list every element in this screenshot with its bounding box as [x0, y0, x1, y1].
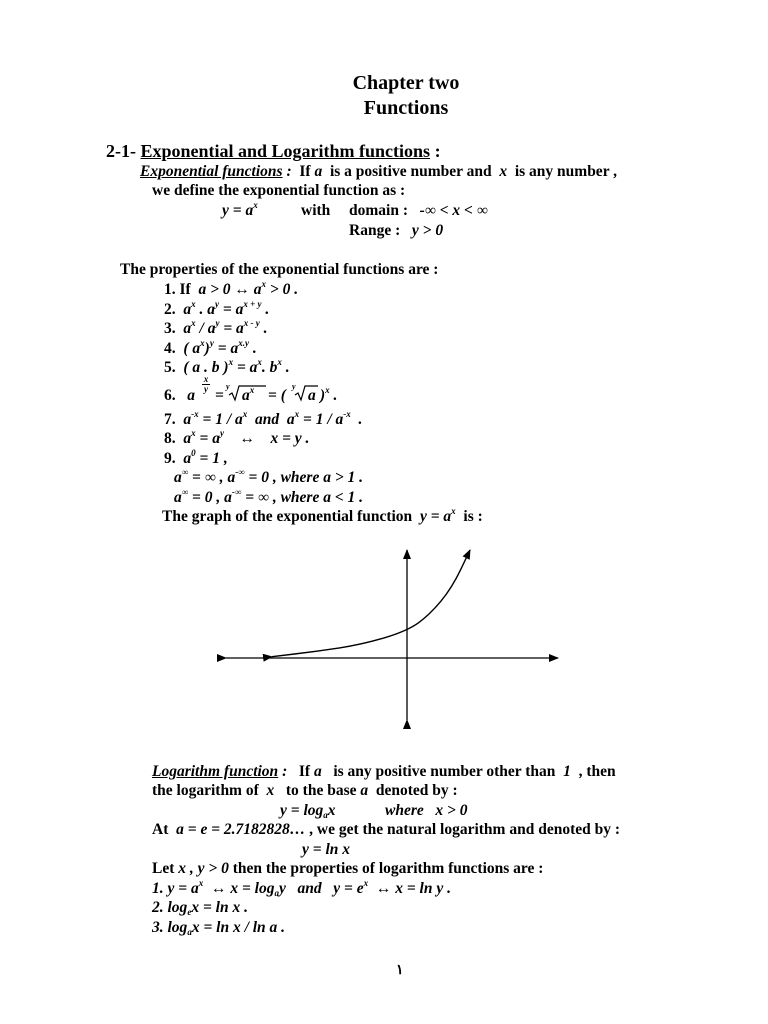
radical-sign-icon — [294, 384, 320, 402]
log-intro-line: Logarithm function : If a is any positive number other than 1 , then — [152, 763, 616, 780]
domain-label: domain : — [349, 202, 408, 219]
prop-5: 5. ( a . b )$^x = a^x$. $b^x$ . — [164, 357, 290, 376]
prop-7: 7. $a^{-x} = 1 / a^x$ and $a^x = 1 / a^{-x}$ . — [164, 409, 363, 428]
prop-2: 2. $a^x$ . $a^y = a^{x + y}$ . — [164, 299, 270, 318]
log-prop-1: 1. $y = a^x$ ↔ $x = \log_ay$ and $y = e^x$ ↔ x = ln y . — [152, 878, 451, 898]
prop-1: 1. If a > 0 ↔ $a^x > 0$ . — [164, 279, 299, 298]
exp-define-line: we define the exponential function as : — [152, 182, 406, 199]
exp-domain — [349, 202, 488, 220]
log-where: where x > 0 — [385, 802, 468, 819]
prop-9: 9. $a^0 = 1$ , — [164, 448, 228, 467]
section-number: 2-1- — [106, 141, 136, 161]
exp-intro-any: is any number , — [514, 163, 618, 180]
prop-6-root-index-2: y — [292, 382, 296, 391]
exp-intro-line: Exponential functions : If a is a positive number and x is any number , — [140, 163, 618, 180]
section-heading — [106, 142, 441, 160]
exponential-graph — [216, 540, 576, 730]
prop-6-close: )$^x$ . — [320, 385, 338, 404]
prop-6-root-index-1: y — [226, 382, 230, 391]
exp-properties-heading: The properties of the exponential functions are : — [120, 261, 439, 278]
prop-6-radicand-1: $a^x$ — [242, 385, 255, 404]
page-title: Functions — [363, 97, 449, 119]
var-x: x — [499, 163, 508, 180]
exp-formula-line — [222, 202, 258, 220]
prop-6: 6. a — [164, 387, 195, 404]
section-colon: : — [434, 141, 441, 161]
exp-with: with — [301, 202, 331, 219]
prop-6-radicand-2: a — [308, 387, 316, 404]
prop-6-frac-exponent: x y — [203, 374, 209, 394]
exp-range — [349, 222, 443, 240]
log-line-2: the logarithm of x to the base a denoted by : — [152, 782, 458, 799]
exp-sup: x — [253, 200, 258, 210]
var-a: a — [314, 163, 323, 180]
exp-label: Exponential functions — [140, 163, 283, 180]
log-prop-2: 2. $\log_ex = \ln x$ . — [152, 899, 248, 917]
page-number: ١ — [396, 963, 404, 978]
log-natural-line: At a = e = 2.7182828… , we get the natural logarithm and denoted by : — [152, 821, 621, 838]
prop-9-gt: a∞ = ∞ , a-∞ = 0 , where a > 1 . — [174, 467, 364, 486]
ln-definition: y = ln x — [302, 841, 351, 858]
chapter-title: Chapter two — [352, 72, 460, 94]
exp-intro-positive: is a positive number and — [329, 163, 492, 180]
prop-9-lt: a∞ = 0 , a-∞ = ∞ , where a < 1 . — [174, 487, 364, 506]
exp-intro-if: If — [299, 163, 311, 180]
prop-4: 4. ( $a^x)^y = a^{x.y}$ . — [164, 338, 257, 357]
domain-value: -∞ < x < ∞ — [419, 202, 488, 219]
log-label: Logarithm function — [152, 763, 279, 780]
log-let-line: Let x , y > 0 then the properties of logarithm functions are : — [152, 860, 544, 877]
prop-6-eq1: = — [215, 387, 224, 404]
prop-6-eq2: = ( — [268, 387, 286, 404]
exponential-curve — [272, 550, 470, 657]
log-definition: $y = \log_ax$ — [280, 802, 336, 820]
range-value: y > 0 — [411, 222, 444, 239]
log-prop-3: 3. $\log_ax = \ln x / \ln a$ . — [152, 919, 286, 937]
graph-caption: The graph of the exponential function $y = a^x$ is : — [162, 506, 483, 525]
prop-8: 8. $a^x = a^y$ ↔ x = y . — [164, 428, 310, 447]
prop-3: 3. $a^x / a^y = a^{x - y}$ . — [164, 318, 268, 337]
range-label: Range : — [349, 222, 401, 239]
section-name: Exponential and Logarithm functions — [140, 141, 431, 161]
exp-formula: y = a — [222, 202, 254, 219]
